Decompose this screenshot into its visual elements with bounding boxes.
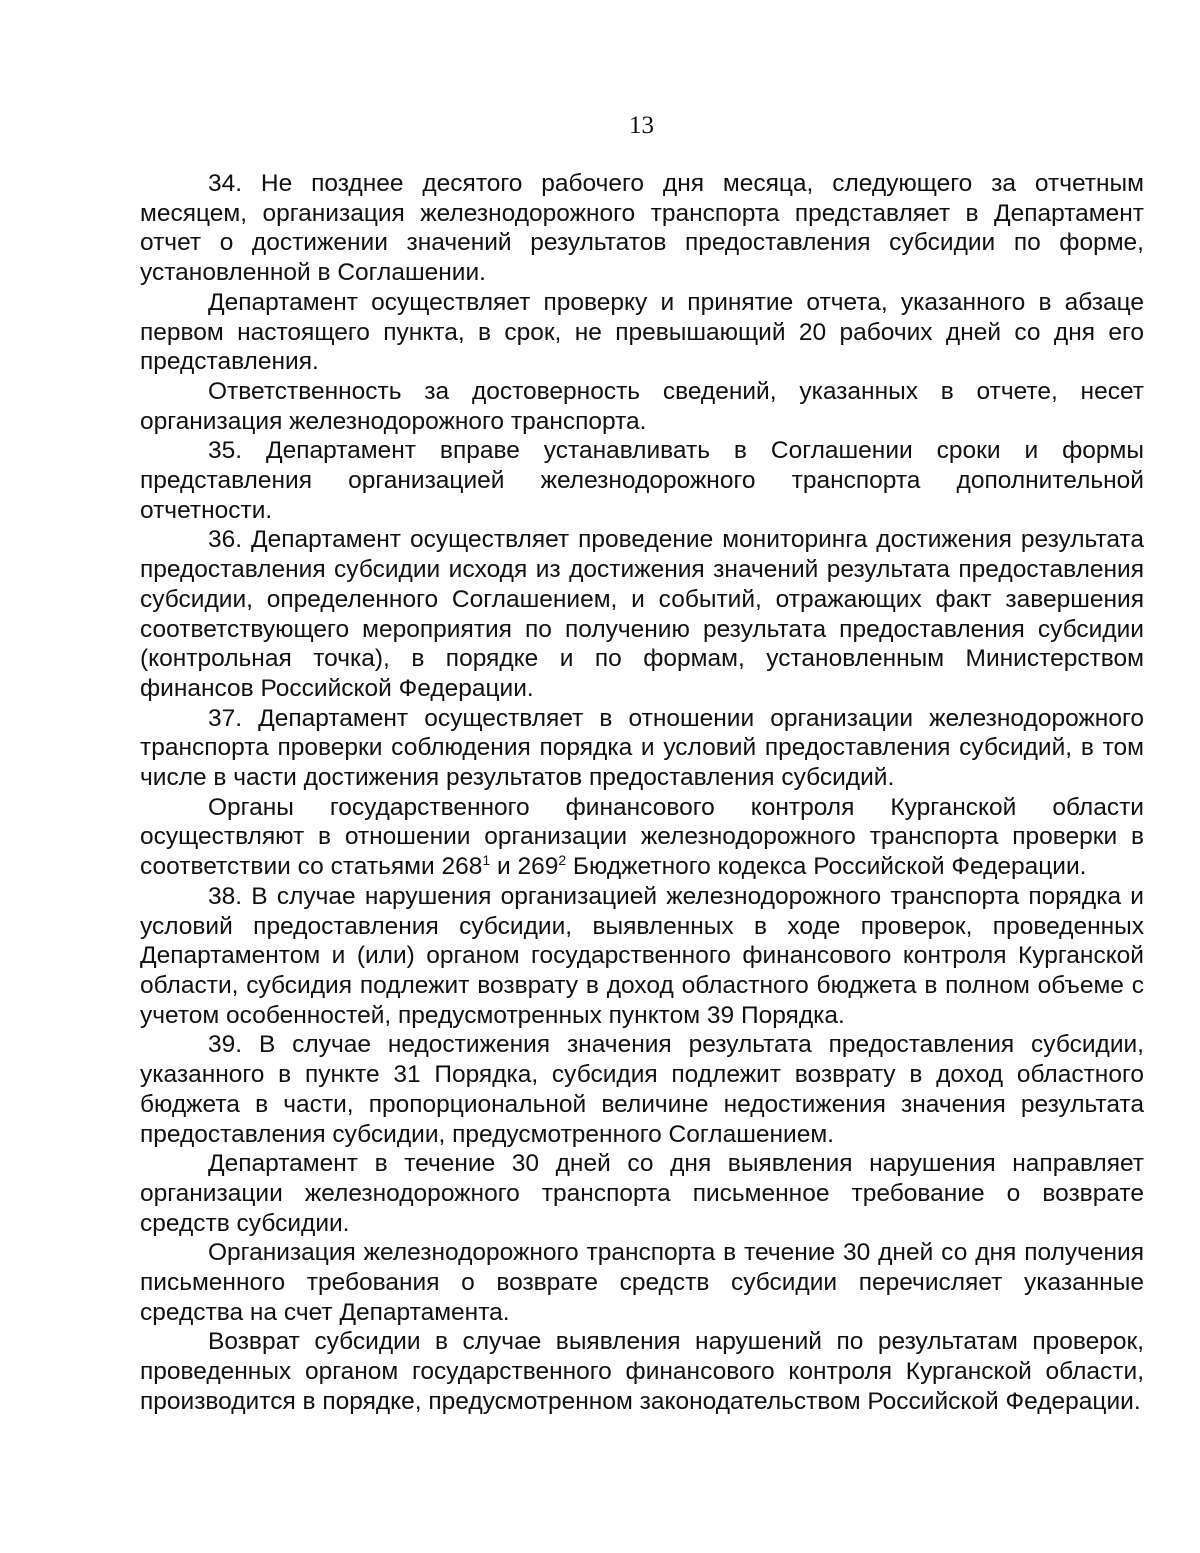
organs-text-start: Органы государственного финансового контроля Курганской области осуществляют в отношении организации железнодорожного транспорта проверки в соответствии со статьями 268 — [140, 793, 1144, 881]
paragraph-responsibility: Ответственность за достоверность сведений, указанных в отчете, несет организация железнодорожного транспорта. — [140, 377, 1144, 435]
paragraph-refund-procedure: Возврат субсидии в случае выявления нарушений по результатам проверок, проведенных органом государственного финансового контроля Курганской области, производится в порядке, предусмотренном законодательством Российской Федерации. — [140, 1328, 1144, 1415]
paragraph-demand-notice: Департамент в течение 30 дней со дня выявления нарушения направляет организации железнодорожного транспорта письменное требование о возврате средств субсидии. — [140, 1150, 1144, 1237]
paragraph-39-underachievement-refund: 39. В случае недостижения значения результата предоставления субсидии, указанного в пункте 31 Порядка, субсидия подлежит возврату в доход областного бюджета в части, пропорциональной величине недостижения значения результата предоставления субсидии, предусмотренного Соглашением. — [140, 1031, 1144, 1148]
organs-text-middle: и 269 — [490, 853, 559, 881]
paragraph-36-monitoring: 36. Департамент осуществляет проведение мониторинга достижения результата предоставления субсидии исходя из достижения значений результата предоставления субсидии, определенного Соглашением, и событий, отражающих факт завершения соответствующего мероприятия по получению результата предоставления субсидии (контрольная точка), в порядке и по формам, установленным Министерством финансов Российской Федерации. — [140, 526, 1144, 702]
paragraph-35-additional-reporting: 35. Департамент вправе устанавливать в Соглашении сроки и формы представления организацией железнодорожного транспорта дополнительной отчетности. — [140, 437, 1144, 524]
paragraph-34-report: 34. Не позднее десятого рабочего дня месяца, следующего за отчетным месяцем, организация железнодорожного транспорта представляет в Департамент отчет о достижении значений результатов предоставления субсидии по форме, установленной в Соглашении. — [140, 170, 1144, 287]
paragraph-transfer-funds: Организация железнодорожного транспорта в течение 30 дней со дня получения письменного требования о возврате средств субсидии перечисляет указанные средства на счет Департамента. — [140, 1239, 1144, 1326]
superscript-1: 1 — [482, 852, 491, 869]
paragraph-report-verification: Департамент осуществляет проверку и принятие отчета, указанного в абзаце первом настоящего пункта, в срок, не превышающий 20 рабочих дней со дня его представления. — [140, 288, 1144, 376]
document-body — [140, 169, 1144, 1417]
paragraph-37-inspections: 37. Департамент осуществляет в отношении организации железнодорожного транспорта проверки соблюдения порядка и условий предоставления субсидий, в том числе в части достижения результатов предоставления субсидий. — [140, 704, 1144, 792]
organs-text-end: Бюджетного кодекса Российской Федерации. — [566, 853, 1087, 881]
paragraph-38-violation-refund: 38. В случае нарушения организацией железнодорожного транспорта порядка и условий предоставления субсидии, выявленных в ходе проверок, проведенных Департаментом и (или) органом государственного финансового контроля Курганской области, субсидия подлежит возврату в доход областного бюджета в полном объеме с учетом особенностей, предусмотренных пунктом 39 Порядка. — [140, 882, 1144, 1029]
superscript-2: 2 — [558, 852, 567, 869]
page-number: 13 — [629, 112, 654, 139]
paragraph-financial-control-bodies — [140, 793, 1144, 882]
